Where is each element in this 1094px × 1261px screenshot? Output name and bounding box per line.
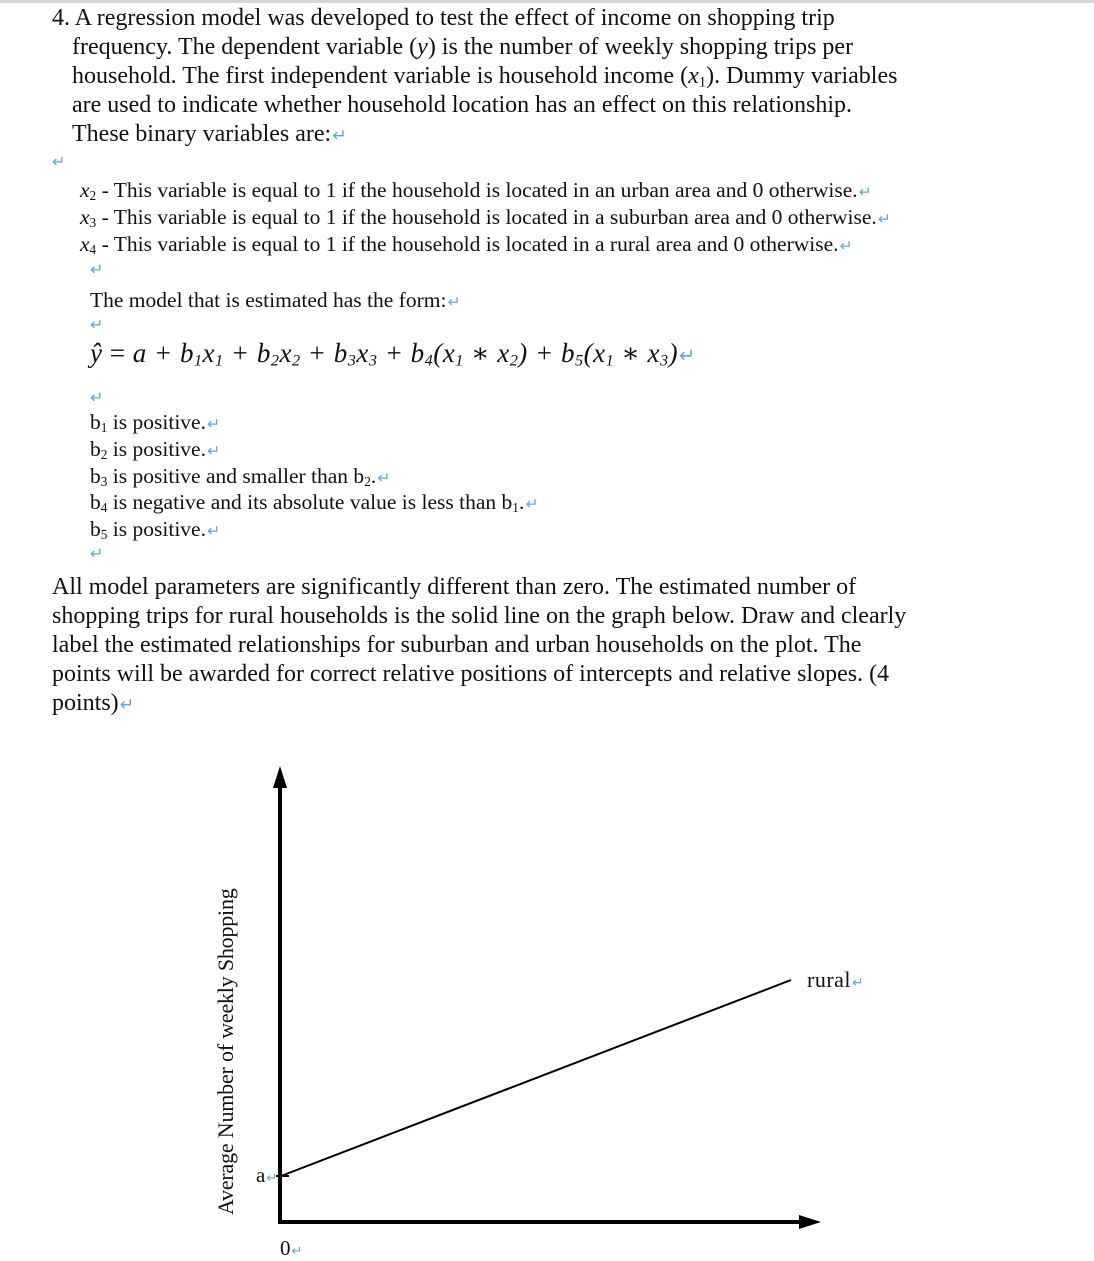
- coef-sub: 2: [364, 473, 371, 489]
- coef: b: [90, 517, 101, 541]
- intro-text: A regression model was developed to test the effect of income on shopping trip: [74, 5, 835, 31]
- model-intro-text: The model that is estimated has the form:: [90, 288, 447, 312]
- eq-sub: 5: [575, 351, 584, 370]
- instructions-text: points): [52, 690, 119, 716]
- top-border: [0, 0, 1094, 3]
- x-axis-arrow-icon: [799, 1215, 821, 1229]
- return-mark-icon: ↵: [52, 152, 66, 171]
- return-mark-icon: ↵: [858, 183, 872, 201]
- eq-sub: 3: [368, 351, 378, 370]
- var-y: y: [417, 34, 428, 60]
- eq-term: ∗ x: [463, 338, 510, 368]
- intro-line-2: [72, 33, 853, 62]
- intercept-text: a: [256, 1163, 266, 1187]
- eq-sub: 3: [347, 351, 357, 370]
- coef: b: [90, 490, 101, 514]
- condition-text: .: [518, 490, 525, 514]
- eq-sub: 4: [424, 351, 434, 370]
- variable-x2: [80, 177, 872, 206]
- intro-text: ) is the number of weekly shopping trips per: [427, 34, 854, 60]
- equals-sign: =: [102, 338, 133, 368]
- eq-term: x: [356, 338, 369, 368]
- return-mark-icon: ↵: [206, 442, 220, 460]
- return-mark-icon: ↵: [852, 975, 865, 991]
- eq-term: ) + b: [518, 338, 575, 368]
- return-mark-icon: ↵: [447, 293, 461, 311]
- condition-text: is negative and its absolute value is less than b: [107, 490, 513, 514]
- return-mark-icon: ↵: [332, 126, 347, 146]
- eq-term: ∗ x: [614, 338, 661, 368]
- eq-term: x: [202, 338, 216, 368]
- eq-term: (x: [583, 338, 606, 368]
- return-mark-icon: ↵: [877, 210, 891, 228]
- intro-line-5: [72, 120, 347, 151]
- eq-term: a: [132, 338, 147, 368]
- intro-text: frequency. The dependent variable (: [72, 34, 418, 60]
- intercept-label: [256, 1163, 277, 1188]
- var-symbol: x: [80, 205, 90, 229]
- eq-term: + b: [300, 338, 348, 368]
- return-mark-icon: ↵: [839, 237, 853, 255]
- plot-canvas: [0, 740, 1094, 1252]
- eq-sub: 2: [509, 351, 519, 370]
- eq-term: ): [668, 338, 679, 368]
- condition-text: is positive.: [107, 437, 206, 461]
- return-mark-icon: ↵: [525, 495, 539, 513]
- return-mark-icon: ↵: [90, 315, 104, 334]
- var-sub: 4: [89, 241, 97, 257]
- model-equation: [90, 338, 696, 369]
- coef: b: [90, 437, 101, 461]
- condition-text: is positive and smaller than b: [107, 464, 365, 488]
- coef-sub: 1: [100, 419, 108, 435]
- condition-b5: [90, 516, 220, 545]
- coef-sub: 1: [512, 499, 519, 515]
- variable-x4: [80, 231, 853, 260]
- return-mark-icon: ↵: [291, 1244, 303, 1259]
- condition-b1: [90, 409, 220, 438]
- condition-b2: [90, 436, 220, 465]
- eq-sub: 2: [291, 351, 301, 370]
- condition-text: .: [370, 464, 377, 488]
- coef: b: [90, 464, 101, 488]
- return-mark-icon: ↵: [119, 695, 135, 715]
- eq-term: (x: [433, 338, 456, 368]
- return-mark-icon: ↵: [266, 1171, 278, 1186]
- rural-line: [281, 980, 791, 1176]
- intro-line-4: [72, 91, 852, 120]
- y-hat: ŷ: [90, 338, 103, 368]
- instructions-line: label the estimated relationships for suburban and urban households on the plot. The: [52, 632, 862, 658]
- var-symbol: x: [80, 178, 90, 202]
- eq-term: + b: [377, 338, 425, 368]
- rural-label: [807, 967, 864, 993]
- eq-term: x: [279, 338, 292, 368]
- var-sub: 1: [698, 74, 707, 91]
- var-text: - This variable is equal to 1 if the household is located in a rural area and 0 otherwise.: [96, 232, 839, 256]
- rural-label-text: rural: [807, 967, 852, 992]
- eq-sub: 3: [660, 351, 669, 370]
- eq-sub: 1: [455, 351, 464, 370]
- eq-sub: 2: [270, 351, 280, 370]
- intro-text: ). Dummy variables: [706, 63, 898, 89]
- intro-text: household. The first independent variable is household income (: [72, 63, 689, 89]
- coef: b: [90, 410, 101, 434]
- return-mark-icon: ↵: [206, 415, 220, 433]
- condition-text: is positive.: [107, 517, 206, 541]
- return-mark-icon: ↵: [90, 260, 104, 279]
- eq-sub: 1: [193, 351, 203, 370]
- origin-label: [280, 1236, 302, 1261]
- eq-sub: 1: [215, 351, 224, 370]
- var-symbol: x: [80, 232, 90, 256]
- return-mark-icon: ↵: [679, 344, 696, 367]
- coef-sub: 4: [100, 499, 108, 515]
- return-mark-icon: ↵: [90, 544, 104, 563]
- var-text: - This variable is equal to 1 if the household is located in a suburban area and 0 otherwise.: [96, 205, 877, 229]
- intro-line-3: [72, 62, 897, 91]
- condition-b4: [90, 489, 538, 518]
- condition-text: is positive.: [107, 410, 206, 434]
- question-number: 4.: [52, 5, 70, 31]
- model-intro: [90, 287, 460, 316]
- return-mark-icon: ↵: [377, 469, 391, 487]
- variable-x3: [80, 204, 891, 233]
- instructions-line: All model parameters are significantly different than zero. The estimated number of: [52, 574, 857, 600]
- origin-text: 0: [280, 1236, 291, 1260]
- coef-sub: 5: [100, 526, 108, 542]
- intro-text: are used to indicate whether household location has an effect on this relationship.: [72, 92, 852, 118]
- y-axis-arrow-icon: [273, 766, 287, 788]
- instructions-line: shopping trips for rural households is the solid line on the graph below. Draw and clearly: [52, 603, 907, 629]
- instructions-line: points will be awarded for correct relative positions of intercepts and relative slopes. (4: [52, 661, 890, 687]
- eq-term: + b: [146, 338, 194, 368]
- eq-term: + b: [223, 338, 271, 368]
- var-sub: 2: [89, 187, 97, 203]
- return-mark-icon: ↵: [206, 522, 220, 540]
- intro-text: These binary variables are:: [72, 121, 332, 147]
- condition-b3: [90, 463, 390, 492]
- intro-line-1: [52, 4, 835, 33]
- var-sub: 3: [89, 214, 97, 230]
- instructions-line: [52, 689, 134, 720]
- var-x: x: [688, 63, 699, 89]
- return-mark-icon: ↵: [90, 388, 104, 407]
- coef-sub: 2: [100, 446, 108, 462]
- y-axis-label: Average Number of weekly Shopping: [213, 888, 238, 1215]
- eq-sub: 1: [605, 351, 615, 370]
- coef-sub: 3: [100, 473, 108, 489]
- var-text: - This variable is equal to 1 if the household is located in an urban area and 0 otherwise.: [96, 178, 858, 202]
